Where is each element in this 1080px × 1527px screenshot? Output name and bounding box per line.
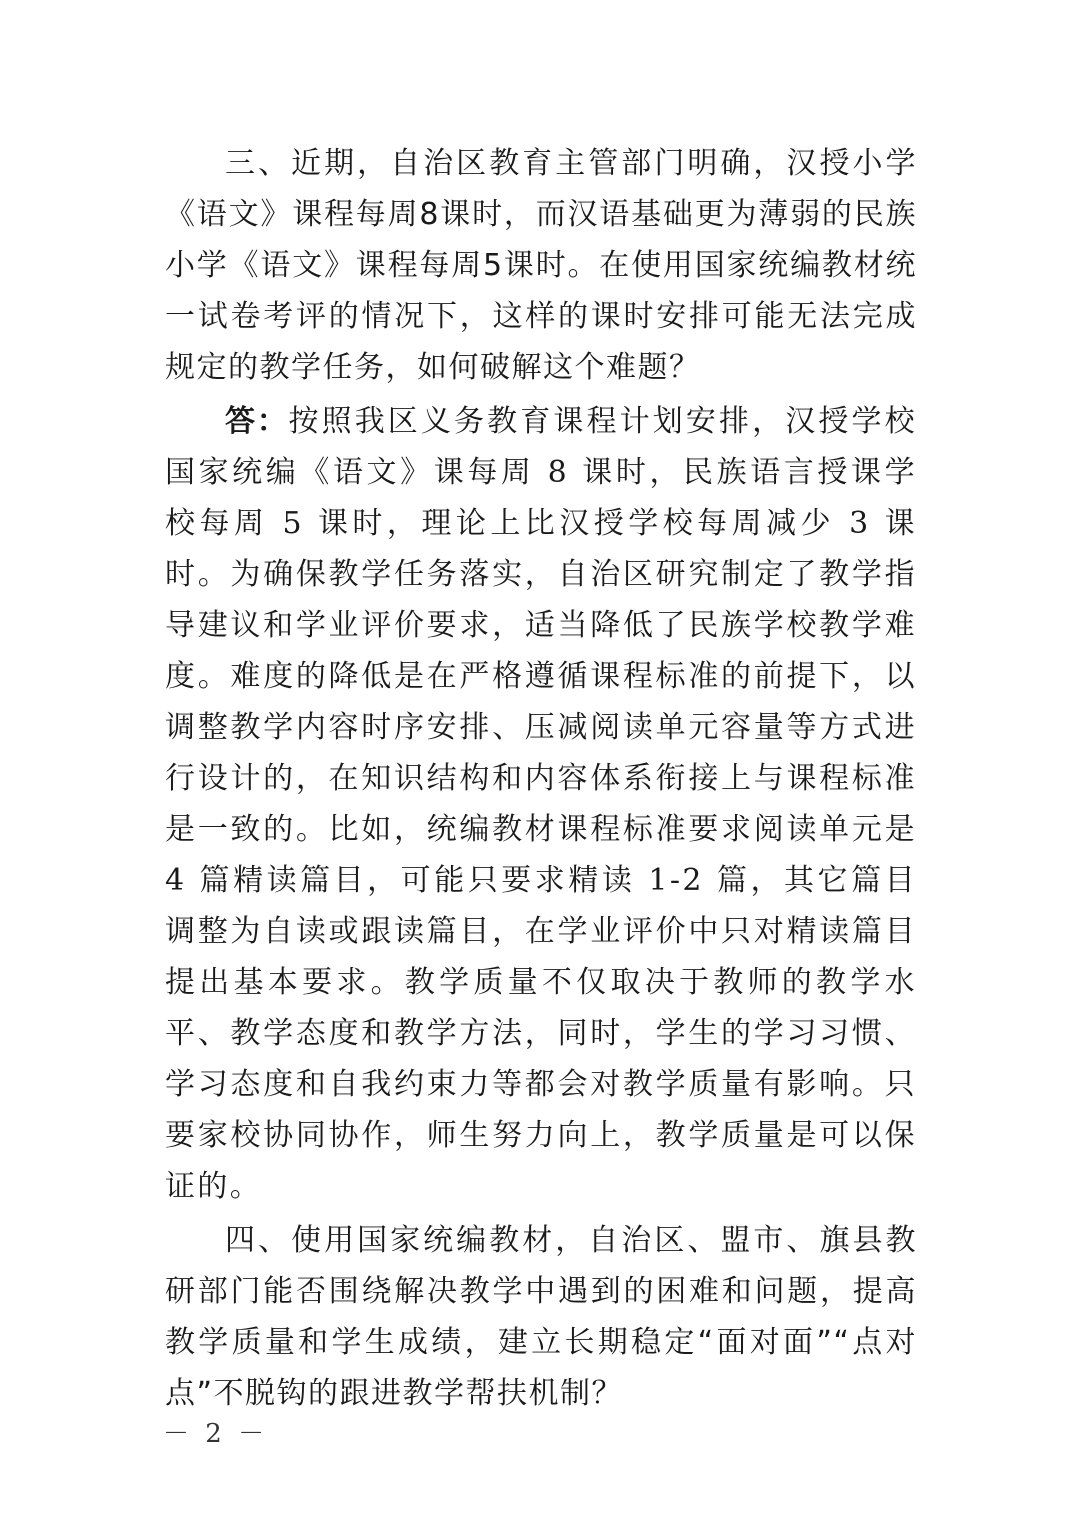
- question-four-paragraph: 四、使用国家统编教材，自治区、盟市、旗县教研部门能否围绕解决教学中遇到的困难和问题，提高教学质量和学生成绩，建立长期稳定“面对面”“点对点”不脱钩的跟进教学帮扶机制？: [165, 1223, 917, 1411]
- page-number: － 2 －: [163, 1419, 269, 1449]
- answer-three-text: 按照我区义务教育课程计划安排，汉授学校国家统编《语文》课每周 8 课时，民族语言授课学校每周 5 课时，理论上比汉授学校每周减少 3 课时。为确保教学任务落实，自治区研究制定了教学指导建议和学业评价要求，适当降低了民族学校教学难度。难度的降低是在严格遵循课程标准的前提下，以调整教学内容时序安排、压减阅读单元容量等方式进行设计的，在知识结构和内容体系衔接上与课程标准是一致的。比如，统编教材课程标准要求阅读单元是 4 篇精读篇目，可能只要求精读 1-2 篇，其它篇目调整为自读或跟读篇目，在学业评价中只对精读篇目提出基本要求。教学质量不仅取决于教师的教学水平、教学态度和教学方法，同时，学生的学习习惯、学习态度和自我约束力等都会对教学质量有影响。只要家校协同协作，师生努力向上，教学质量是可以保证的。: [165, 404, 918, 1204]
- question-three-paragraph: 三、近期，自治区教育主管部门明确，汉授小学《语文》课程每周8课时，而汉语基础更为薄弱的民族小学《语文》课程每周5课时。在使用国家统编教材统一试卷考评的情况下，这样的课时安排可能无法完成规定的教学任务，如何破解这个难题？: [165, 146, 917, 385]
- answer-label: 答：: [225, 404, 289, 439]
- document-body: [165, 138, 917, 1419]
- answer-three-paragraph: [165, 396, 917, 1212]
